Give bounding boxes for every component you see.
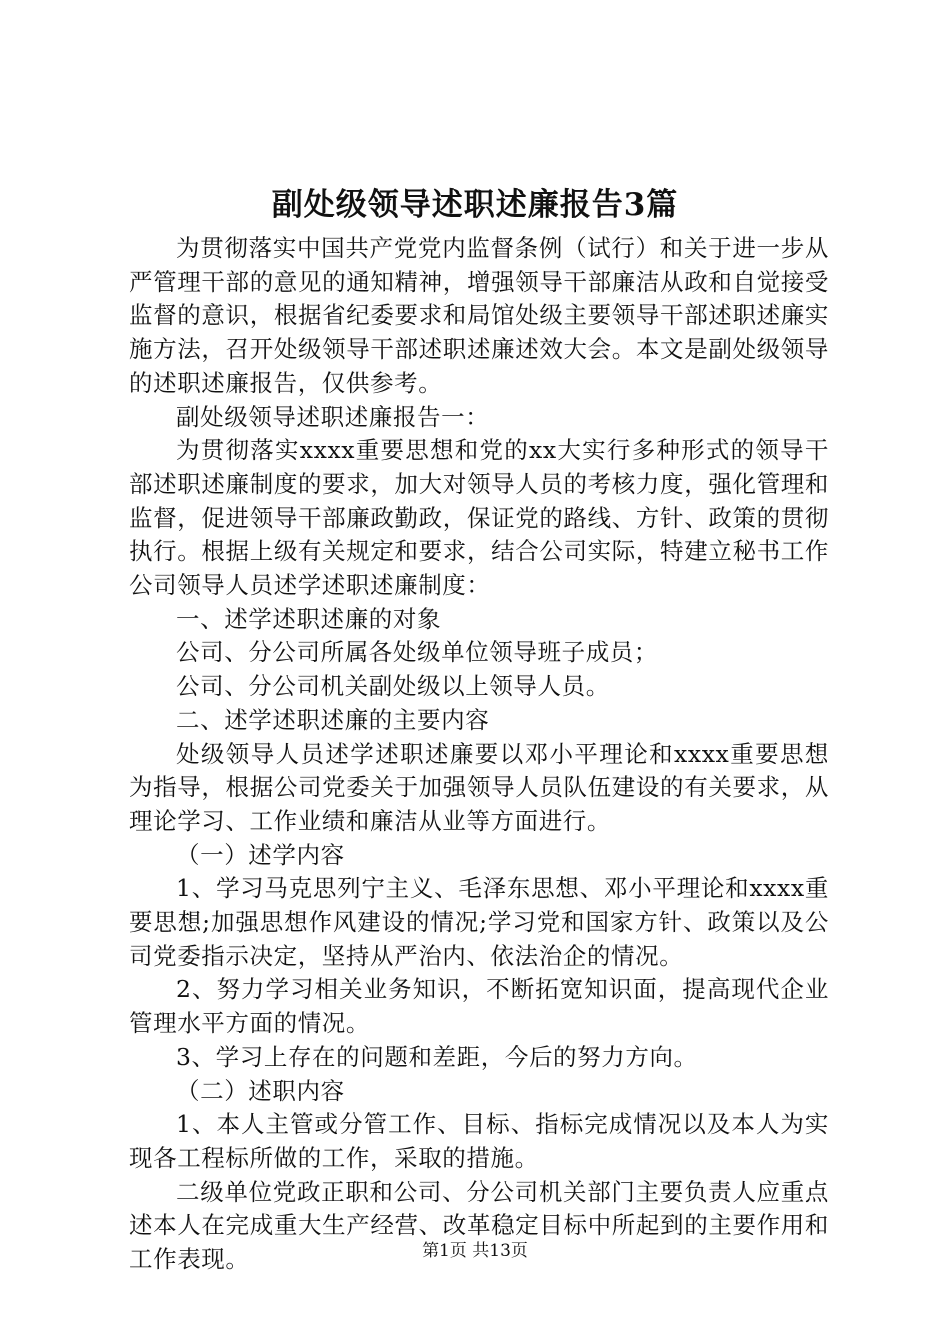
section-heading-objects: 一、述学述职述廉的对象: [176, 604, 442, 633]
section-heading-content: 二、述学述职述廉的主要内容: [176, 705, 490, 734]
paragraph-intro: 为贯彻落实中国共产党党内监督条例（试行）和关于进一步从严管理干部的意见的通知精神，增强领导干部廉洁从政和自觉接受监督的意识，根据省纪委要求和局馆处级主要领导干部述职述廉实施方法，召开处级领导干部述职述廉述效大会。本文是副处级领导的述职述廉报告，仅供参考。: [129, 234, 829, 397]
subsection-heading-duty: （二）述职内容: [176, 1076, 345, 1105]
subsection-heading-study: （一）述学内容: [176, 840, 345, 869]
paragraph-duty-1: 1、本人主管或分管工作、目标、指标完成情况以及本人为实现各工程标所做的工作，采取的措施。: [129, 1110, 829, 1172]
paragraph-study-1: 1、学习马克思列宁主义、毛泽东思想、邓小平理论和xxxx重要思想;加强思想作风建设的情况;学习党和国家方针、政策以及公司党委指示决定，坚持从严治内、依法治企的情况。: [129, 874, 829, 970]
paragraph-objects-1: 公司、分公司所属各处级单位领导班子成员；: [176, 638, 658, 667]
paragraph-study-3: 3、学习上存在的问题和差距，今后的努力方向。: [176, 1042, 698, 1071]
document-title: 副处级领导述职述廉报告3篇: [271, 187, 679, 223]
paragraph-purpose: 为贯彻落实xxxx重要思想和党的xx大实行多种形式的领导干部述职述廉制度的要求，加大对领导人员的考核力度，强化管理和监督，促进领导干部廉政勤政，保证党的路线、方针、政策的贯彻执行。根据上级有关规定和要求，结合公司实际，特建立秘书工作公司领导人员述学述职述廉制度：: [129, 436, 829, 600]
paragraph-study-2: 2、努力学习相关业务知识，不断拓宽知识面，提高现代企业管理水平方面的情况。: [129, 975, 829, 1038]
document-body: [129, 232, 829, 1277]
paragraph-report-heading: 副处级领导述职述廉报告一：: [176, 402, 490, 431]
paragraph-content: 处级领导人员述学述职述廉要以邓小平理论和xxxx重要思想为指导，根据公司党委关于加强领导人员队伍建设的有关要求，从理论学习、工作业绩和廉洁从业等方面进行。: [129, 739, 829, 835]
page-footer: 第1页 共13页: [422, 1241, 528, 1261]
paragraph-objects-2: 公司、分公司机关副处级以上领导人员。: [176, 672, 610, 701]
paragraph-duty-2: 二级单位党政正职和公司、分公司机关部门主要负责人应重点述本人在完成重大生产经营、改革稳定目标中所起到的主要作用和工作表现。: [129, 1177, 829, 1274]
